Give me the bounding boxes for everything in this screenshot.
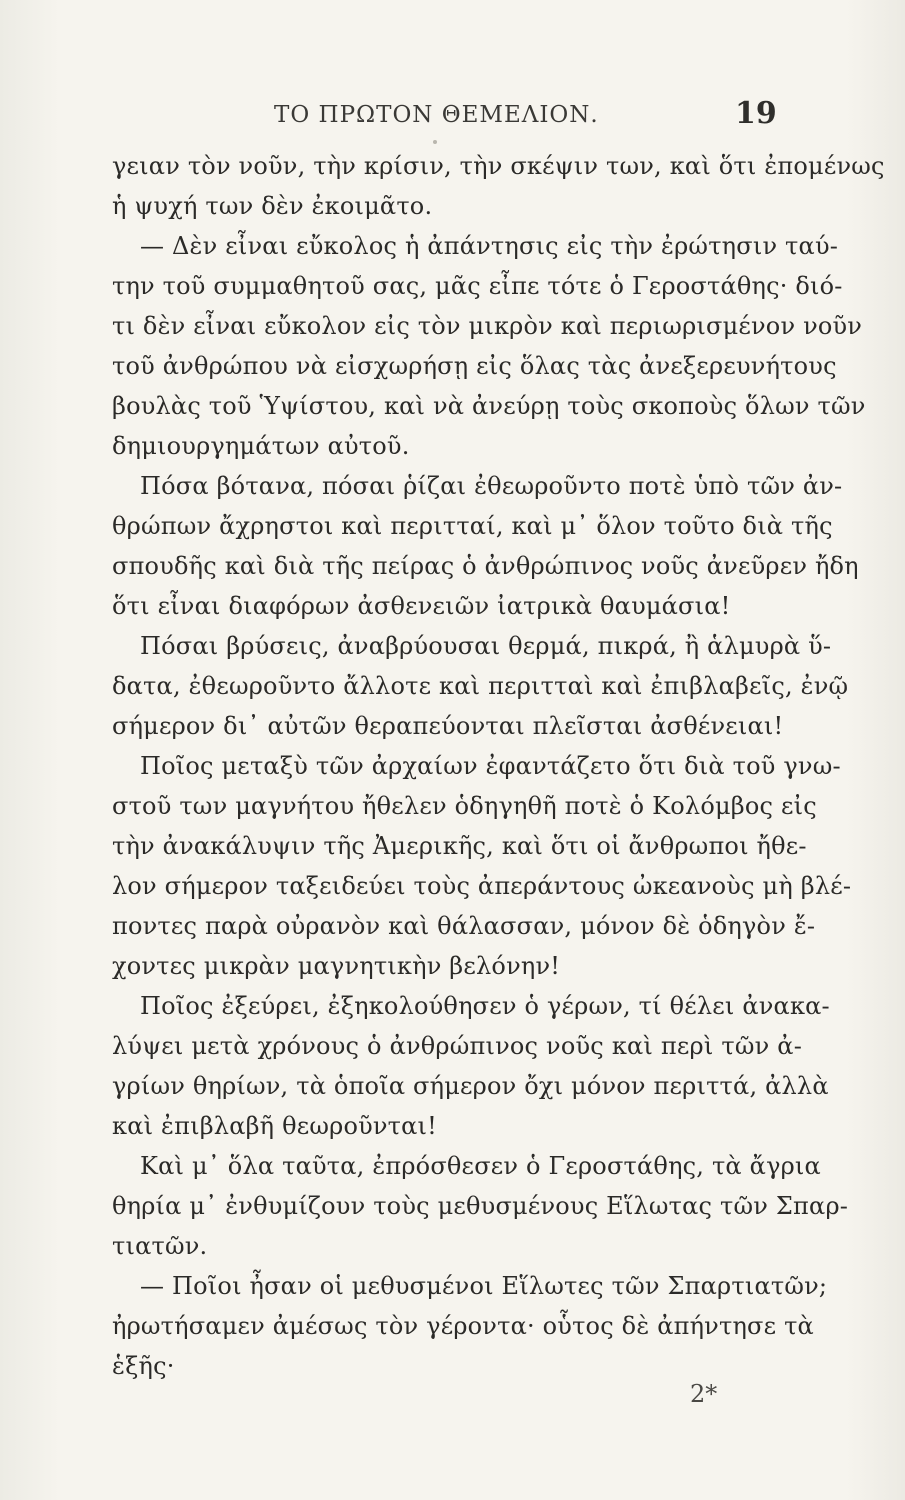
page-header — [0, 96, 905, 136]
text-line: λύψει μετὰ χρόνους ὁ ἀνθρώπινος νοῦς καὶ περὶ τῶν ἀ- — [112, 1032, 802, 1060]
text-line: Ποῖος ἐξεύρει, ἐξηκολούθησεν ὁ γέρων, τί θέλει ἀνακα- — [140, 992, 830, 1020]
text-line: την τοῦ συμμαθητοῦ σας, μᾶς εἶπε τότε ὁ Γεροστάθης· διό- — [112, 272, 843, 300]
text-line: — Ποῖοι ἦσαν οἱ μεθυσμένοι Εἵλωτες τῶν Σπαρτιατῶν; — [140, 1272, 828, 1300]
text-line: λον σήμερον ταξειδεύει τοὺς ἀπεράντους ὠκεανοὺς μὴ βλέ- — [112, 872, 852, 900]
text-line: Πόσα βότανα, πόσαι ῥίζαι ἐθεωροῦντο ποτὲ ὑπὸ τῶν ἀν- — [140, 472, 843, 500]
text-line: καὶ ἐπιβλαβῆ θεωροῦνται! — [112, 1112, 438, 1140]
text-line: γρίων θηρίων, τὰ ὁποῖα σήμερον ὄχι μόνον περιττά, ἀλλὰ — [112, 1072, 829, 1100]
text-line: θηρία μ᾽ ἐνθυμίζουν τοὺς μεθυσμένους Εἵλωτας τῶν Σπαρ- — [112, 1192, 849, 1220]
text-line: Ποῖος μεταξὺ τῶν ἀρχαίων ἐφαντάζετο ὅτι διὰ τοῦ γνω- — [140, 752, 841, 780]
text-line: τι δὲν εἶναι εὔκολον εἰς τὸν μικρὸν καὶ περιωρισμένον νοῦν — [112, 312, 863, 340]
text-line: βουλὰς τοῦ Ὑψίστου, καὶ νὰ ἀνεύρῃ τοὺς σκοποὺς ὅλων τῶν — [112, 392, 866, 420]
text-line: θρώπων ἄχρηστοι καὶ περιτταί, καὶ μ᾽ ὅλον τοῦτο διὰ τῆς — [112, 512, 833, 540]
text-line: ἡ ψυχή των δὲν ἐκοιμᾶτο. — [112, 192, 433, 220]
text-line: σπουδῆς καὶ διὰ τῆς πείρας ὁ ἀνθρώπινος νοῦς ἀνεῦρεν ἤδη — [112, 552, 859, 580]
text-line: δατα, ἐθεωροῦντο ἄλλοτε καὶ περιτταὶ καὶ ἐπιβλαβεῖς, ἐνῷ — [112, 672, 849, 700]
text-line: στοῦ των μαγνήτου ἤθελεν ὁδηγηθῆ ποτὲ ὁ Κολόμβος εἰς — [112, 792, 817, 820]
text-line: δημιουργημάτων αὐτοῦ. — [112, 432, 410, 460]
text-line: ἠρωτήσαμεν ἀμέσως τὸν γέροντα· οὗτος δὲ ἀπήντησε τὰ — [112, 1312, 814, 1340]
text-line: σήμερον δι᾽ αὐτῶν θεραπεύονται πλεῖσται ἀσθένειαι! — [112, 712, 784, 740]
text-line: τιατῶν. — [112, 1232, 208, 1260]
page-number: 19 — [735, 96, 777, 131]
text-line: ἑξῆς· — [112, 1352, 175, 1380]
text-line: Πόσαι βρύσεις, ἀναβρύουσαι θερμά, πικρά, ἢ ἁλμυρὰ ὕ- — [140, 632, 832, 660]
text-line: — Δὲν εἶναι εὔκολος ἡ ἀπάντησις εἰς τὴν ἐρώτησιν ταύ- — [140, 232, 839, 260]
text-line: ὅτι εἶναι διαφόρων ἀσθενειῶν ἰατρικὰ θαυμάσια! — [112, 592, 731, 620]
text-line: τοῦ ἀνθρώπου νὰ εἰσχωρήσῃ εἰς ὅλας τὰς ἀνεξερευνήτους — [112, 352, 837, 380]
text-line: τὴν ἀνακάλυψιν τῆς Ἀμερικῆς, καὶ ὅτι οἱ ἄνθρωποι ἤθε- — [112, 832, 807, 860]
running-title: ΤΟ ΠΡΩΤΟΝ ΘΕΜΕΛΙΟΝ. — [274, 102, 599, 128]
body-text — [112, 146, 885, 1386]
signature-mark: 2* — [690, 1380, 718, 1408]
text-line: Καὶ μ᾽ ὅλα ταῦτα, ἐπρόσθεσεν ὁ Γεροστάθης, τὰ ἄγρια — [140, 1152, 821, 1180]
text-line: ποντες παρὰ οὐρανὸν καὶ θάλασσαν, μόνον δὲ ὁδηγὸν ἔ- — [112, 912, 816, 940]
text-line: γειαν τὸν νοῦν, τὴν κρίσιν, τὴν σκέψιν των, καὶ ὅτι ἐπομένως — [112, 152, 885, 180]
ink-dot — [433, 140, 437, 144]
text-line: χοντες μικρὰν μαγνητικὴν βελόνην! — [112, 952, 561, 980]
